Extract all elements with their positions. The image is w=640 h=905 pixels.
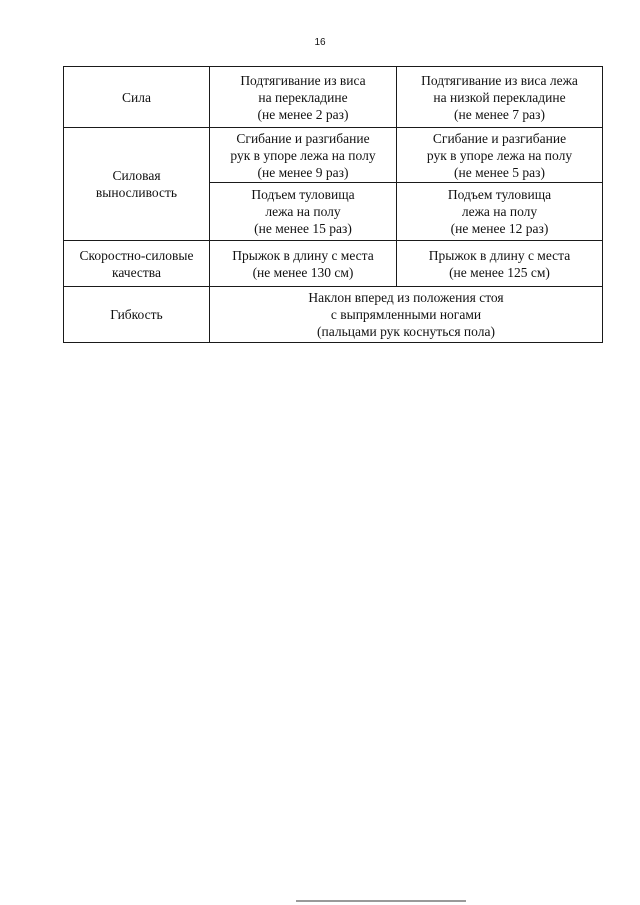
cell-text: (не менее 12 раз) bbox=[450, 221, 549, 236]
cell-text: лежа на полу bbox=[461, 204, 538, 219]
cell-text: Подъем туловища bbox=[251, 187, 355, 202]
standard-cell bbox=[397, 128, 603, 183]
cell-text: лежа на полу bbox=[265, 204, 341, 219]
cell-text: (пальцами рук коснуться пола) bbox=[317, 324, 495, 339]
standard-cell bbox=[210, 183, 397, 241]
cell-text: Сгибание и разгибание bbox=[236, 130, 370, 146]
scan-edge-mark bbox=[296, 900, 466, 902]
cell-text: Скоростно-силовые bbox=[79, 247, 194, 263]
cell-text: Прыжок в длину с места bbox=[428, 247, 571, 263]
table-row bbox=[64, 287, 603, 343]
table-row bbox=[64, 67, 603, 128]
page-number: 16 bbox=[314, 37, 326, 48]
standard-cell bbox=[397, 183, 603, 241]
cell-text: (не менее 7 раз) bbox=[454, 106, 545, 122]
cell-text: на низкой перекладине bbox=[433, 89, 566, 105]
table-row bbox=[64, 128, 603, 183]
cell-text: Прыжок в длину с места bbox=[232, 247, 374, 263]
table-row bbox=[64, 241, 603, 287]
standard-cell bbox=[397, 67, 603, 128]
cell-text: с выпрямленными ногами bbox=[330, 307, 482, 322]
standard-cell bbox=[397, 241, 603, 287]
cell-text: Подтягивание из виса bbox=[240, 72, 366, 88]
cell-text: Подтягивание из виса лежа bbox=[421, 72, 578, 88]
cell-text: Подъем туловища bbox=[447, 187, 552, 202]
cell-text: (не менее 2 раз) bbox=[257, 106, 349, 122]
standard-cell bbox=[210, 67, 397, 128]
quality-cell-flexibility bbox=[64, 287, 210, 343]
cell-text: рук в упоре лежа на полу bbox=[230, 147, 376, 163]
standard-cell bbox=[210, 128, 397, 183]
cell-text: (не менее 125 см) bbox=[449, 264, 550, 280]
cell-text: (не менее 130 см) bbox=[252, 264, 354, 280]
quality-cell-strength bbox=[64, 67, 210, 128]
cell-text: выносливость bbox=[95, 185, 178, 200]
cell-text: Наклон вперед из положения стоя bbox=[308, 290, 504, 305]
standard-cell bbox=[210, 241, 397, 287]
cell-text: качества bbox=[111, 264, 161, 280]
cell-text: (не менее 15 раз) bbox=[254, 221, 352, 236]
cell-text: Силовая bbox=[112, 168, 161, 183]
cell-text: рук в упоре лежа на полу bbox=[426, 147, 573, 163]
cell-text: (не менее 5 раз) bbox=[454, 164, 545, 180]
standards-table bbox=[63, 66, 603, 343]
cell-text: Гибкость bbox=[110, 307, 163, 322]
standard-cell-merged bbox=[210, 287, 603, 343]
quality-cell-endurance bbox=[64, 128, 210, 241]
cell-text: на перекладине bbox=[258, 89, 348, 105]
cell-text: Сила bbox=[122, 89, 151, 105]
cell-text: (не менее 9 раз) bbox=[257, 164, 349, 180]
quality-cell-speed-strength bbox=[64, 241, 210, 287]
cell-text: Сгибание и разгибание bbox=[432, 130, 567, 146]
